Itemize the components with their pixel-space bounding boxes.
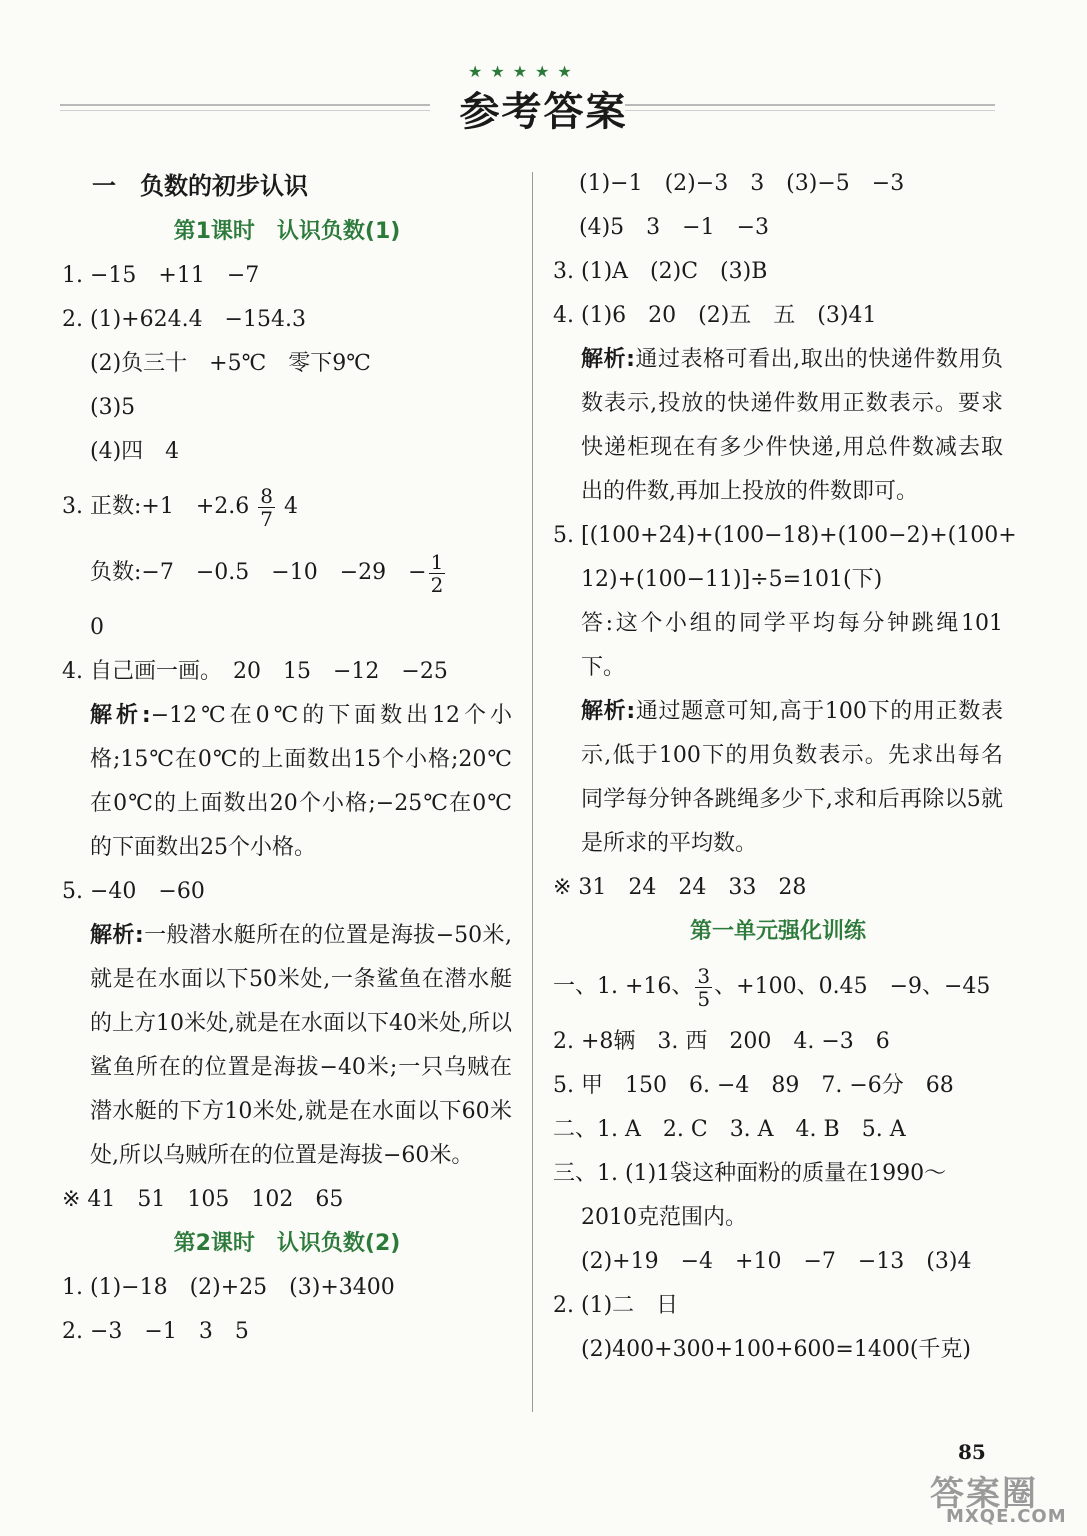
- fraction-numerator: 1: [430, 549, 444, 574]
- fraction-denominator: 2: [430, 572, 444, 597]
- lesson-title-2: 第2课时 认识负数(2): [173, 1231, 401, 1256]
- fraction-8-7: [258, 485, 275, 530]
- answer-q2a: 2. (1)+624.4 −154.3: [62, 307, 306, 332]
- u1-prefix: 一、1. +16、: [553, 974, 694, 999]
- answer-u4: 二、1. A 2. C 3. A 4. B 5. A: [553, 1117, 906, 1142]
- analysis-text: 通过题意可知,高于100下的用正数表示,低于100下的用负数表示。先求出每名同学每分钟各跳绳多少下,求和后再除以5就是所求的平均数。: [581, 699, 1003, 856]
- answer-u1: [553, 954, 1003, 1020]
- fraction-3-5: [695, 965, 712, 1010]
- answer-r1: (1)−1 (2)−3 3 (3)−5 −3: [579, 171, 905, 196]
- analysis-label: 解析:: [581, 699, 636, 724]
- watermark-text: 答案圈: [930, 1474, 1038, 1514]
- answer-q1: 1. −15 +11 −7: [62, 263, 260, 288]
- answer-q2d: (4)四 4: [90, 439, 180, 464]
- answer-u6: 2. (1)二 日: [553, 1293, 679, 1318]
- analysis-text: 一般潜水艇所在的位置是海拔−50米,就是在水面以下50米处,一条鲨鱼在潜水艇的上方10米处,就是在水面以下40米处,所以鲨鱼所在的位置是海拔−40米;一只乌贼在潜水艇的下方10米处,就是在水面以下60米处,所以乌贼所在的位置是海拔−60米。: [90, 923, 512, 1168]
- lesson-title-1: 第1课时 认识负数(1): [173, 219, 401, 244]
- page-number: 85: [958, 1440, 986, 1464]
- fraction-numerator: 3: [697, 963, 711, 988]
- q3-pos-prefix: 3. 正数:+1 +2.6: [62, 494, 250, 519]
- fraction-denominator: 7: [260, 506, 273, 531]
- watermark-url: MXQE.COM: [946, 1506, 1067, 1527]
- q3-neg-prefix: 负数:−7 −0.5 −10 −29 −: [90, 560, 427, 585]
- u1-suffix: 、+100、0.45 −9、−45: [714, 974, 991, 999]
- answer-r5a: 5. [(100+24)+(100−18)+(100−2)+(100+: [553, 523, 1017, 548]
- answer-q4: 4. 自己画一画。 20 15 −12 −25: [62, 659, 448, 684]
- answer-q2c: (3)5: [90, 395, 136, 420]
- fraction-1-2: [429, 551, 446, 596]
- answer-r5-statement: 答:这个小组的同学平均每分钟跳绳101下。: [581, 611, 1003, 680]
- right-column: [553, 162, 1017, 1372]
- page-title: 参考答案: [459, 89, 628, 135]
- analysis-text: 通过表格可看出,取出的快递件数用负数表示,投放的快递件数用正数表示。要求快递柜现在有多少件快递,用总件数减去取出的件数,再加上投放的件数即可。: [581, 347, 1003, 504]
- fraction-denominator: 5: [697, 986, 711, 1011]
- extra-answers: ※ 41 51 105 102 65: [62, 1187, 344, 1212]
- answer-q3-positive: [62, 474, 512, 540]
- watermark-logo: [930, 1466, 1080, 1530]
- answer-u3: 5. 甲 150 6. −4 89 7. −6分 68: [553, 1073, 954, 1098]
- analysis-label: 解析:: [581, 347, 635, 372]
- q3-pos-suffix: 4: [283, 494, 298, 519]
- column-divider: [532, 172, 533, 1412]
- analysis-label: 解析:: [90, 703, 151, 728]
- answer-r2: (4)5 3 −1 −3: [579, 215, 770, 240]
- answer-u5a: 三、1. (1)1袋这种面粉的质量在1990～: [553, 1161, 947, 1186]
- section-title: 一 负数的初步认识: [92, 172, 308, 200]
- left-column: [62, 162, 512, 1354]
- answer-q2b: (2)负三十 +5℃ 零下9℃: [90, 351, 371, 376]
- fraction-numerator: 8: [260, 483, 273, 508]
- analysis-q5: [62, 914, 512, 1178]
- answer-l2q2: 2. −3 −1 3 5: [62, 1319, 249, 1344]
- answer-r5b: 12)+(100−11)]÷5=101(下): [581, 567, 883, 592]
- answer-l2q1: 1. (1)−18 (2)+25 (3)+3400: [62, 1275, 395, 1300]
- answer-q5: 5. −40 −60: [62, 879, 205, 904]
- answer-u7: (2)400+300+100+600=1400(千克): [581, 1337, 972, 1362]
- analysis-text: −12℃在0℃的下面数出12个小格;15℃在0℃的上面数出15个小格;20℃在0℃的上面数出20个小格;−25℃在0℃的下面数出25个小格。: [90, 703, 512, 860]
- answer-q3-negative: [62, 540, 512, 606]
- analysis-r4: [553, 338, 1003, 514]
- analysis-q4: [62, 694, 512, 870]
- analysis-label: 解析:: [90, 923, 144, 948]
- answer-u5b: 2010克范围内。: [581, 1205, 747, 1230]
- answer-r4: 4. (1)6 20 (2)五 五 (3)41: [553, 303, 877, 328]
- page-header: [0, 58, 1087, 138]
- answer-r3: 3. (1)A (2)C (3)B: [553, 259, 768, 284]
- analysis-r5: [553, 690, 1003, 866]
- star-decoration: ★★★★★: [468, 62, 580, 81]
- unit-review-title: 第一单元强化训练: [689, 919, 866, 944]
- answer-u5c: (2)+19 −4 +10 −7 −13 (3)4: [581, 1249, 972, 1274]
- answer-u2: 2. +8辆 3. 西 200 4. −3 6: [553, 1029, 890, 1054]
- extra-answers: ※ 31 24 24 33 28: [553, 875, 807, 900]
- answer-q3-zero: 0: [90, 615, 104, 640]
